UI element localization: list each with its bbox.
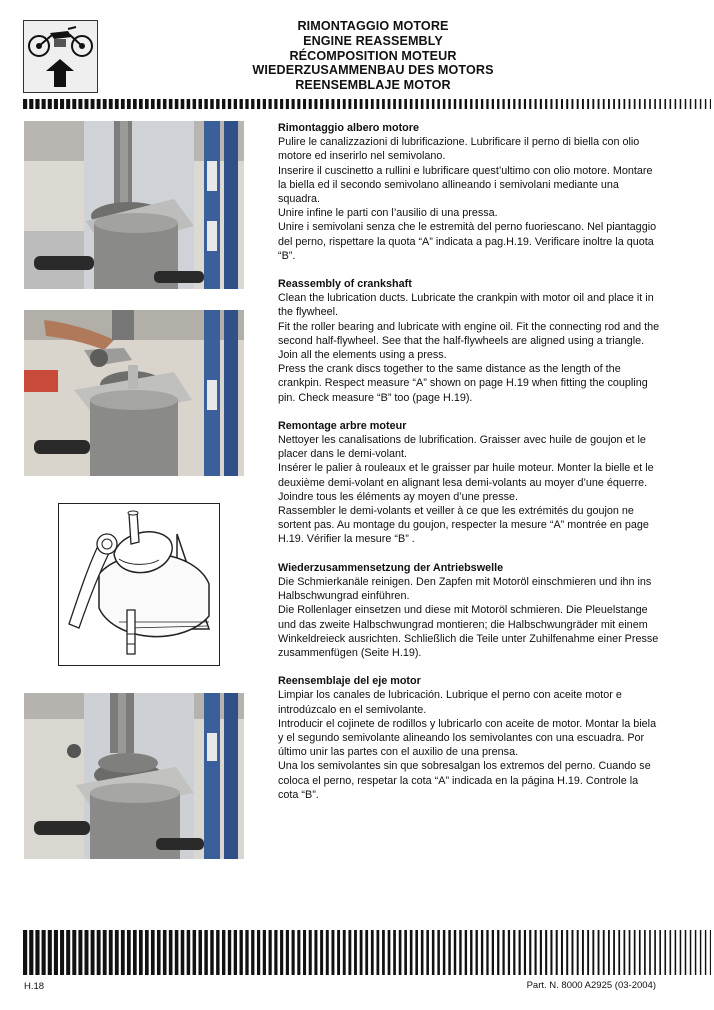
barcode-bar [497, 99, 499, 109]
barcode-bar [571, 930, 573, 975]
barcode-bar [331, 99, 334, 109]
barcode-bar [210, 99, 213, 109]
barcode-bar [437, 99, 440, 109]
barcode-bar [437, 930, 440, 975]
barcode-bar [654, 930, 656, 975]
barcode-bar [139, 930, 143, 975]
paragraph: Limpiar los canales de lubricación. Lubrique el perno con aceite motor e introdúzcalo en el semivolante. [278, 689, 622, 716]
barcode-bar [35, 930, 39, 975]
barcode-bar [240, 930, 243, 975]
paragraph: Pulire le canalizzazioni di lubrificazione. Lubrificare il perno di biella con olio motore ed inserirlo nel semivolano. [278, 136, 640, 163]
barcode-bar [659, 930, 661, 975]
barcode-bar [598, 99, 600, 109]
section-title: Rimontaggio albero motore [278, 122, 419, 134]
barcode-bar [448, 99, 450, 109]
barcode-bar [710, 99, 711, 109]
barcode-bar [245, 930, 248, 975]
barcode-bar [603, 930, 605, 975]
top-barcode-divider [23, 99, 711, 109]
barcode-bar [566, 99, 568, 109]
barcode-bar [292, 930, 295, 975]
barcode-bar [613, 99, 615, 109]
barcode-bar [524, 99, 526, 109]
barcode-bar [629, 930, 631, 975]
section-french [278, 419, 660, 547]
barcode-bar [513, 99, 515, 109]
barcode-bar [35, 99, 39, 109]
barcode-bar [269, 930, 272, 975]
barcode-bar [587, 930, 589, 975]
barcode-bar [629, 99, 631, 109]
barcode-bar [309, 930, 312, 975]
barcode-bar [497, 930, 499, 975]
barcode-bar [193, 99, 197, 109]
barcode-bar [169, 99, 173, 109]
paragraph: Unire infine le parti con l’ausilio di una pressa. [278, 207, 498, 220]
barcode-bar [204, 930, 207, 975]
barcode-bar [228, 930, 231, 975]
barcode-bar [705, 99, 706, 109]
barcode-bar [145, 930, 149, 975]
barcode-bar [649, 99, 651, 109]
section-spanish [278, 674, 660, 802]
section-title: Reensemblaje del eje motor [278, 675, 421, 688]
barcode-bar [163, 930, 167, 975]
barcode-bar [577, 99, 579, 109]
barcode-bar [365, 930, 368, 975]
barcode-bar [42, 99, 46, 109]
barcode-bar [470, 930, 472, 975]
barcode-bar [234, 930, 237, 975]
barcode-bar [443, 930, 445, 975]
title-italian: RIMONTAGGIO MOTORE [297, 19, 449, 33]
barcode-bar [571, 99, 573, 109]
paragraph: Inserire il cuscinetto a rullini e lubrificare quest’ultimo con olio motore. Montare la biella ed il secondo semivolano allineando i semivolani mediante una squadra. [278, 164, 653, 206]
barcode-bar [163, 99, 167, 109]
part-number: Part. N. 8000 A2925 (03-2004) [526, 980, 656, 991]
barcode-bar [680, 930, 682, 975]
barcode-bar [198, 99, 201, 109]
barcode-bar [337, 99, 340, 109]
connecting-rod-fitting-photo [24, 310, 244, 476]
barcode-bar [257, 930, 260, 975]
barcode-bar [376, 930, 379, 975]
paragraph: Die Rollenlager einsetzen und diese mit Motoröl schmieren. Die Pleuelstange und das zweite Halbschwungrad montieren; die Halbschwungräder mit einem Winkeldreieck ausrichten. Schließlich die Teile unter Zuhilfenahme einer Presse zusammenfügen (Seite H.19). [278, 604, 659, 659]
barcode-bar [432, 930, 435, 975]
barcode-bar [48, 99, 52, 109]
barcode-bar [426, 930, 429, 975]
barcode-bar [139, 99, 143, 109]
section-title: Reassembly of crankshaft [278, 278, 412, 291]
barcode-bar [91, 930, 95, 975]
barcode-bar [695, 99, 696, 109]
barcode-bar [103, 930, 107, 975]
barcode-bar [216, 99, 219, 109]
barcode-bar [187, 930, 191, 975]
barcode-bar [245, 99, 248, 109]
barcode-bar [529, 99, 531, 109]
barcode-bar [566, 930, 568, 975]
barcode-bar [360, 930, 363, 975]
barcode-bar [91, 99, 95, 109]
title-spanish: REENSEMBLAJE MOTOR [295, 78, 451, 93]
barcode-bar [388, 930, 391, 975]
barcode-bar [654, 99, 656, 109]
barcode-bar [399, 930, 402, 975]
barcode-bar [459, 99, 461, 109]
barcode-bar [78, 930, 82, 975]
barcode-bar [421, 99, 424, 109]
barcode-bar [535, 930, 537, 975]
barcode-bar [286, 930, 289, 975]
barcode-bar [280, 930, 283, 975]
barcode-bar [151, 99, 155, 109]
barcode-bar [481, 930, 483, 975]
barcode-bar [198, 930, 201, 975]
barcode-bar [109, 930, 113, 975]
barcode-bar [550, 99, 552, 109]
paragraph: Insérer le palier à rouleaux et le graisser par huile moteur. Monter la bielle et le deuxième demi-volant en alignant lesa demi-volants au moyer d’une équerre. Joindre tous les éléments ay moyen d’une presse. [278, 462, 654, 503]
paragraph: Unire i semivolani senza che le estremità del perno fuoriescano. Nel piantaggio del perno, rispettare la quota “A” indicata a pag.H.19. Verificare inoltre la quota “B”. [278, 221, 657, 262]
barcode-bar [66, 930, 70, 975]
barcode-bar [85, 99, 89, 109]
barcode-bar [587, 99, 589, 109]
paragraph: Clean the lubrication ducts. Lubricate the crankpin with motor oil and place it in the flywheel. [278, 292, 654, 319]
barcode-bar [690, 99, 691, 109]
paragraph: Una los semivolantes sin que sobresalgan los extremos del perno. Cuando se coloca el perno, respetar la cota “A” indicada en la página H.19. Controle la cota “B”. [278, 760, 651, 801]
barcode-bar [624, 930, 626, 975]
barcode-bar [66, 99, 70, 109]
barcode-bar [343, 930, 346, 975]
barcode-bar [240, 99, 243, 109]
barcode-bar [263, 930, 266, 975]
barcode-bar [454, 99, 456, 109]
barcode-bar [486, 930, 488, 975]
barcode-bar [577, 930, 579, 975]
bottom-barcode-divider [23, 930, 711, 975]
barcode-bar [309, 99, 312, 109]
title-english: ENGINE REASSEMBLY [303, 33, 443, 48]
barcode-bar [705, 930, 706, 975]
barcode-bar [492, 930, 494, 975]
barcode-bar [426, 99, 429, 109]
barcode-bar [432, 99, 435, 109]
barcode-bar [320, 930, 323, 975]
barcode-bar [23, 99, 27, 109]
barcode-bar [443, 99, 445, 109]
barcode-bar [388, 99, 391, 109]
barcode-bar [115, 930, 119, 975]
barcode-bar [545, 99, 547, 109]
barcode-bar [502, 99, 504, 109]
barcode-bar [670, 930, 672, 975]
barcode-bar [376, 99, 379, 109]
barcode-bar [303, 930, 306, 975]
barcode-bar [675, 930, 677, 975]
barcode-bar [700, 930, 701, 975]
barcode-bar [492, 99, 494, 109]
barcode-bar [481, 99, 483, 109]
barcode-bar [371, 930, 374, 975]
barcode-bar [486, 99, 488, 109]
barcode-bar [680, 99, 682, 109]
barcode-bar [292, 99, 295, 109]
barcode-bar [634, 930, 636, 975]
barcode-bar [85, 930, 89, 975]
barcode-bar [78, 99, 82, 109]
barcode-bar [145, 99, 149, 109]
barcode-bar [465, 930, 467, 975]
barcode-bar [459, 930, 461, 975]
barcode-bar [127, 99, 131, 109]
barcode-bar [618, 930, 620, 975]
barcode-bar [48, 930, 52, 975]
crankshaft-alignment-diagram [58, 503, 220, 666]
barcode-bar [181, 930, 185, 975]
barcode-bar [644, 99, 646, 109]
barcode-bar [151, 930, 155, 975]
barcode-bar [204, 99, 207, 109]
barcode-bar [263, 99, 266, 109]
barcode-bar [608, 99, 610, 109]
barcode-bar [624, 99, 626, 109]
paragraph: Rassembler le demi-volants et veiller à ce que les extrémités du goujon ne sortent pas. Au montage du goujon, respecter la mesure “A” montrée en page H.19. Vérifier la mesure “B” . [278, 505, 649, 546]
barcode-bar [695, 930, 696, 975]
barcode-bar [608, 930, 610, 975]
barcode-bar [97, 930, 101, 975]
barcode-bar [216, 930, 219, 975]
barcode-bar [700, 99, 701, 109]
barcode-bar [157, 99, 161, 109]
barcode-bar [476, 99, 478, 109]
barcode-bar [133, 99, 137, 109]
barcode-bar [382, 99, 385, 109]
barcode-bar [519, 99, 521, 109]
barcode-bar [280, 99, 283, 109]
barcode-bar [269, 99, 272, 109]
barcode-bar [343, 99, 346, 109]
barcode-bar [23, 930, 27, 975]
barcode-bar [524, 930, 526, 975]
barcode-bar [508, 930, 510, 975]
page-titles [200, 19, 546, 93]
barcode-bar [603, 99, 605, 109]
barcode-bar [685, 99, 687, 109]
barcode-bar [348, 930, 351, 975]
barcode-bar [251, 930, 254, 975]
barcode-bar [326, 99, 329, 109]
barcode-bar [399, 99, 402, 109]
barcode-bar [410, 930, 413, 975]
barcode-bar [465, 99, 467, 109]
barcode-bar [320, 99, 323, 109]
section-german [278, 561, 660, 660]
paragraph: Nettoyer les canalisations de lubrification. Graisser avec huile de goujon et le placer dans le demi-volant. [278, 434, 646, 461]
barcode-bar [210, 930, 213, 975]
barcode-bar [664, 99, 666, 109]
barcode-bar [121, 930, 125, 975]
paragraph: Introducir el cojinete de rodillos y lubricarlo con aceite de motor. Montar la biela y el segundo semivolante alineando los semivolantes con una escuadra. Por último unir las partes con el auxilio de una prensa. [278, 717, 657, 759]
barcode-bar [348, 99, 351, 109]
barcode-bar [133, 930, 137, 975]
barcode-bar [685, 930, 687, 975]
barcode-bar [297, 930, 300, 975]
barcode-bar [97, 99, 101, 109]
barcode-bar [540, 930, 542, 975]
barcode-bar [251, 99, 254, 109]
paragraph: Fit the roller bearing and lubricate with engine oil. Fit the connecting rod and the second half-flywheel. See that the half-flywheels are aligned using a triangle. [278, 320, 660, 347]
press-flywheel-photo [24, 121, 244, 289]
barcode-bar [618, 99, 620, 109]
barcode-bar [410, 99, 413, 109]
barcode-bar [234, 99, 237, 109]
barcode-bar [314, 99, 317, 109]
barcode-bar [222, 930, 225, 975]
barcode-bar [103, 99, 107, 109]
barcode-bar [42, 930, 46, 975]
barcode-bar [561, 99, 563, 109]
barcode-bar [337, 930, 340, 975]
motorcycle-engine-up-arrow-icon [24, 21, 97, 92]
barcode-bar [393, 99, 396, 109]
barcode-bar [29, 99, 33, 109]
barcode-bar [675, 99, 677, 109]
section-italian [278, 121, 660, 263]
barcode-bar [613, 930, 615, 975]
barcode-bar [331, 930, 334, 975]
barcode-bar [550, 930, 552, 975]
barcode-bar [297, 99, 300, 109]
barcode-bar [157, 930, 161, 975]
barcode-bar [545, 930, 547, 975]
barcode-bar [502, 930, 504, 975]
barcode-bar [193, 930, 197, 975]
barcode-bar [415, 930, 418, 975]
barcode-bar [127, 930, 131, 975]
press-joining-photo [24, 693, 244, 859]
barcode-bar [582, 99, 584, 109]
barcode-bar [29, 930, 33, 975]
manual-logo [23, 20, 98, 93]
barcode-bar [175, 99, 179, 109]
barcode-bar [360, 99, 363, 109]
barcode-bar [592, 99, 594, 109]
barcode-bar [664, 930, 666, 975]
barcode-bar [60, 930, 64, 975]
barcode-bar [582, 930, 584, 975]
barcode-bar [710, 930, 711, 975]
barcode-bar [561, 930, 563, 975]
barcode-bar [109, 99, 113, 109]
barcode-bar [670, 99, 672, 109]
barcode-bar [513, 930, 515, 975]
barcode-bar [371, 99, 374, 109]
barcode-bar [519, 930, 521, 975]
barcode-bar [529, 930, 531, 975]
barcode-bar [454, 930, 456, 975]
barcode-bar [354, 930, 357, 975]
barcode-bar [286, 99, 289, 109]
barcode-bar [393, 930, 396, 975]
barcode-bar [649, 930, 651, 975]
section-title: Remontage arbre moteur [278, 419, 407, 432]
barcode-bar [690, 930, 691, 975]
barcode-bar [257, 99, 260, 109]
barcode-bar [54, 99, 58, 109]
barcode-bar [470, 99, 472, 109]
barcode-bar [222, 99, 225, 109]
barcode-bar [181, 99, 185, 109]
barcode-bar [644, 930, 646, 975]
barcode-bar [54, 930, 58, 975]
barcode-bar [508, 99, 510, 109]
barcode-bar [187, 99, 191, 109]
title-french: RÉCOMPOSITION MOTEUR [289, 48, 457, 63]
barcode-bar [535, 99, 537, 109]
paragraph: Join all the elements using a press. [278, 349, 447, 362]
barcode-bar [326, 930, 329, 975]
barcode-bar [634, 99, 636, 109]
barcode-bar [115, 99, 119, 109]
barcode-bar [274, 930, 277, 975]
instructions-column [278, 121, 660, 816]
barcode-bar [639, 99, 641, 109]
barcode-bar [60, 99, 64, 109]
barcode-bar [415, 99, 418, 109]
barcode-bar [556, 99, 558, 109]
barcode-bar [556, 930, 558, 975]
barcode-bar [592, 930, 594, 975]
barcode-bar [404, 930, 407, 975]
barcode-bar [121, 99, 125, 109]
barcode-bar [365, 99, 368, 109]
barcode-bar [354, 99, 357, 109]
title-german: WIEDERZUSAMMENBAU DES MOTORS [252, 63, 494, 78]
section-english [278, 277, 660, 405]
barcode-bar [598, 930, 600, 975]
barcode-bar [72, 99, 76, 109]
barcode-bar [448, 930, 450, 975]
barcode-bar [659, 99, 661, 109]
barcode-bar [421, 930, 424, 975]
barcode-bar [314, 930, 317, 975]
barcode-bar [175, 930, 179, 975]
barcode-bar [274, 99, 277, 109]
barcode-bar [540, 99, 542, 109]
barcode-bar [228, 99, 231, 109]
barcode-bar [169, 930, 173, 975]
barcode-bar [382, 930, 385, 975]
paragraph: Press the crank discs together to the same distance as the length of the crankpin. Respect measure “A” shown on page H.19 when fitting the coupling pin. Check measure “B” too (page H.19). [278, 363, 648, 404]
page-number: H.18 [24, 981, 45, 992]
section-title: Wiederzusammensetzung der Antriebswelle [278, 561, 504, 574]
barcode-bar [303, 99, 306, 109]
barcode-bar [639, 930, 641, 975]
barcode-bar [72, 930, 76, 975]
barcode-bar [404, 99, 407, 109]
paragraph: Die Schmierkanäle reinigen. Den Zapfen mit Motoröl einschmieren und ihn ins Halbschwungrad einführen. [278, 575, 652, 603]
barcode-bar [476, 930, 478, 975]
